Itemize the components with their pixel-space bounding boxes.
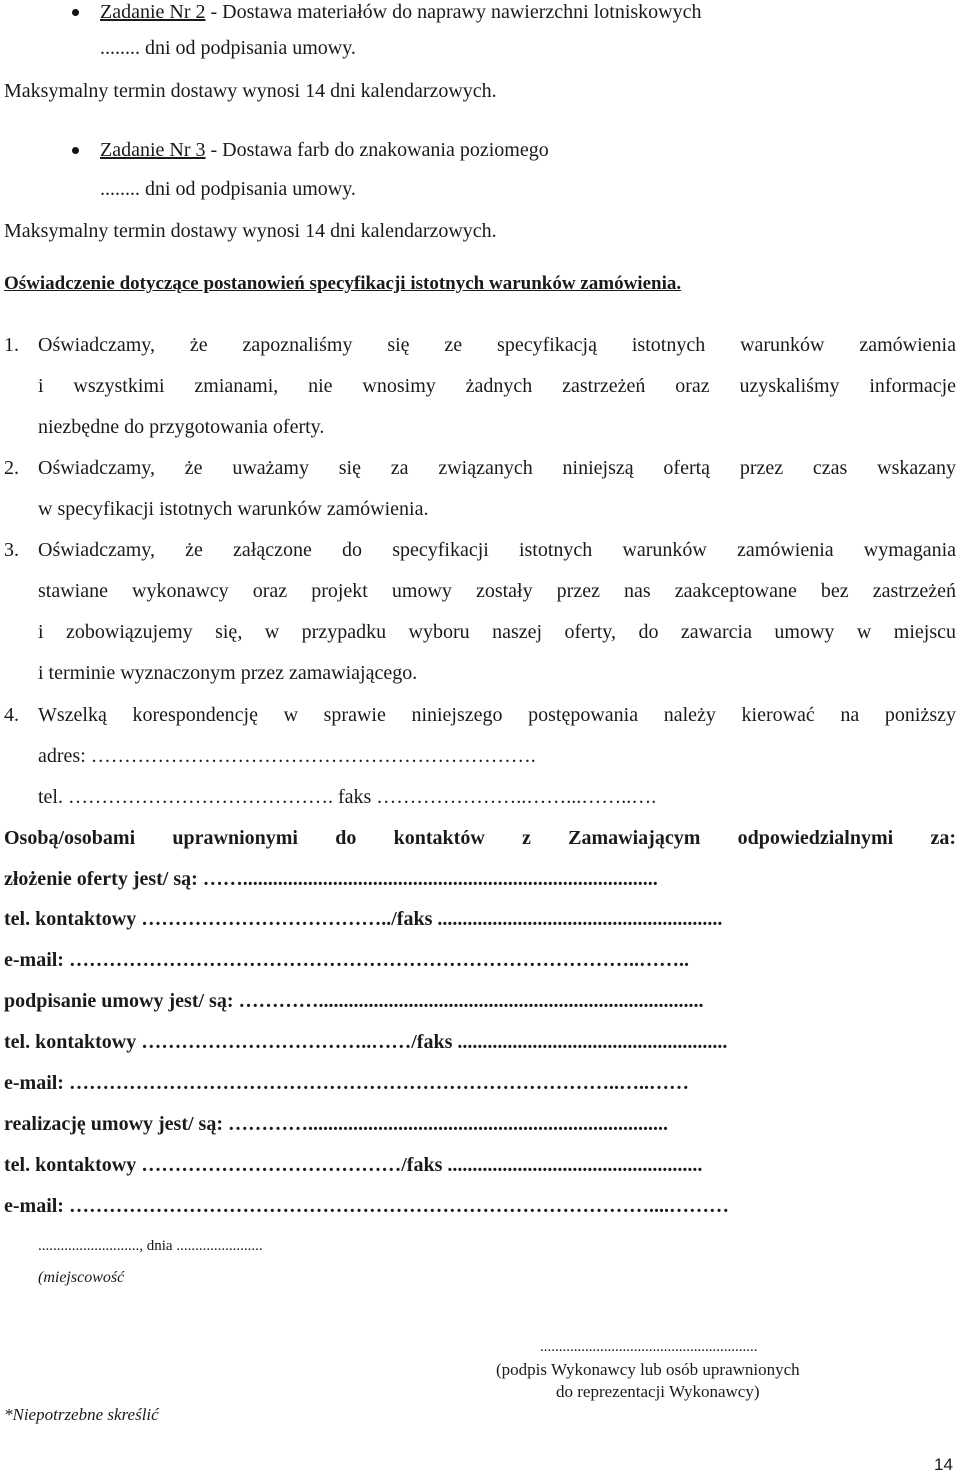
contact-offer-phone-fax: tel. kontaktowy ………………………………../faks ......................................................... bbox=[4, 908, 723, 930]
task-2-max-term: Maksymalny termin dostawy wynosi 14 dni kalendarzowych. bbox=[4, 80, 497, 102]
task-3-max-term: Maksymalny termin dostawy wynosi 14 dni kalendarzowych. bbox=[4, 220, 497, 242]
bullet-task-2 bbox=[72, 9, 79, 16]
contact-signing-phone-fax: tel. kontaktowy ……………………………..……/faks ...................................................... bbox=[4, 1031, 728, 1053]
point-3-line-1: Oświadczamy, że załączone do specyfikacji istotnych warunków zamówienia wymagania bbox=[38, 539, 956, 561]
contacts-heading: Osobą/osobami uprawnionymi do kontaktów z Zamawiającym odpowiedzialnymi za: bbox=[4, 827, 956, 849]
signature-label-2: do reprezentacji Wykonawcy) bbox=[556, 1382, 760, 1401]
task-2-rest: - Dostawa materiałów do naprawy nawierzchni lotniskowych bbox=[205, 1, 702, 23]
point-4-number: 4. bbox=[4, 704, 19, 726]
contact-execution-email: e-mail: ……………………………………………………………………………....……… bbox=[4, 1195, 729, 1217]
contact-execution-persons: realizację umowy jest/ są: …………........................................................................ bbox=[4, 1113, 669, 1135]
task-3-days: ........ dni od podpisania umowy. bbox=[100, 178, 356, 200]
place-date: ..........................., dnia ....................... bbox=[38, 1238, 263, 1254]
contact-offer-email: e-mail: …………………………………………………………………………..…….. bbox=[4, 949, 689, 971]
task-2-days: ........ dni od podpisania umowy. bbox=[100, 37, 356, 59]
task-2-prefix: Zadanie Nr 2 bbox=[100, 1, 206, 23]
point-3-line-3: i zobowiązujemy się, w przypadku wyboru naszej oferty, do zawarcia umowy w miejscu bbox=[38, 621, 956, 643]
signature-label-1: (podpis Wykonawcy lub osób uprawnionych bbox=[496, 1360, 800, 1379]
point-4-address: adres: …………………………………………………………. bbox=[38, 745, 536, 767]
contact-offer-persons: złożenie oferty jest/ są: ……................................................................................... bbox=[4, 868, 658, 890]
point-1-line-3: niezbędne do przygotowania oferty. bbox=[38, 416, 325, 438]
tel-fax-line: tel. …………………………………. faks …………………..……...……..…. bbox=[38, 786, 657, 808]
place-label: (miejscowość bbox=[38, 1269, 125, 1286]
contact-signing-persons: podpisanie umowy jest/ są: …………............................................................................. bbox=[4, 990, 704, 1012]
point-1-line-2: i wszystkimi zmianami, nie wnosimy żadnych zastrzeżeń oraz uzyskaliśmy informacje bbox=[38, 375, 956, 397]
page-number: 14 bbox=[934, 1455, 953, 1474]
point-1-line-1: Oświadczamy, że zapoznaliśmy się ze specyfikacją istotnych warunków zamówienia bbox=[38, 334, 956, 356]
contact-execution-phone-fax: tel. kontaktowy …………………………………/faks ................................................... bbox=[4, 1154, 703, 1176]
point-4-line-1: Wszelką korespondencję w sprawie niniejszego postępowania należy kierować na poniższy bbox=[38, 704, 956, 726]
contact-signing-email: e-mail: ………………………………………………………………………..…..…… bbox=[4, 1072, 689, 1094]
task-2-title bbox=[100, 0, 701, 24]
point-2-line-1: Oświadczamy, że uważamy się za związanych niniejszą ofertą przez czas wskazany bbox=[38, 457, 956, 479]
footnote: *Niepotrzebne skreślić bbox=[4, 1405, 159, 1424]
task-3-prefix: Zadanie Nr 3 bbox=[100, 139, 206, 161]
section-heading: Oświadczenie dotyczące postanowień specyfikacji istotnych warunków zamówienia. bbox=[4, 273, 682, 294]
signature-dots: .......................................................... bbox=[540, 1339, 758, 1355]
point-3-number: 3. bbox=[4, 539, 19, 561]
point-2-line-2: w specyfikacji istotnych warunków zamówienia. bbox=[38, 498, 429, 520]
task-3-title bbox=[100, 138, 549, 162]
point-3-line-2: stawiane wykonawcy oraz projekt umowy zostały przez nas zaakceptowane bez zastrzeżeń bbox=[38, 580, 956, 602]
point-3-line-4: i terminie wyznaczonym przez zamawiającego. bbox=[38, 662, 418, 684]
point-1-number: 1. bbox=[4, 334, 19, 356]
task-3-rest: - Dostawa farb do znakowania poziomego bbox=[205, 139, 549, 161]
point-2-number: 2. bbox=[4, 457, 19, 479]
bullet-task-3 bbox=[72, 147, 79, 154]
